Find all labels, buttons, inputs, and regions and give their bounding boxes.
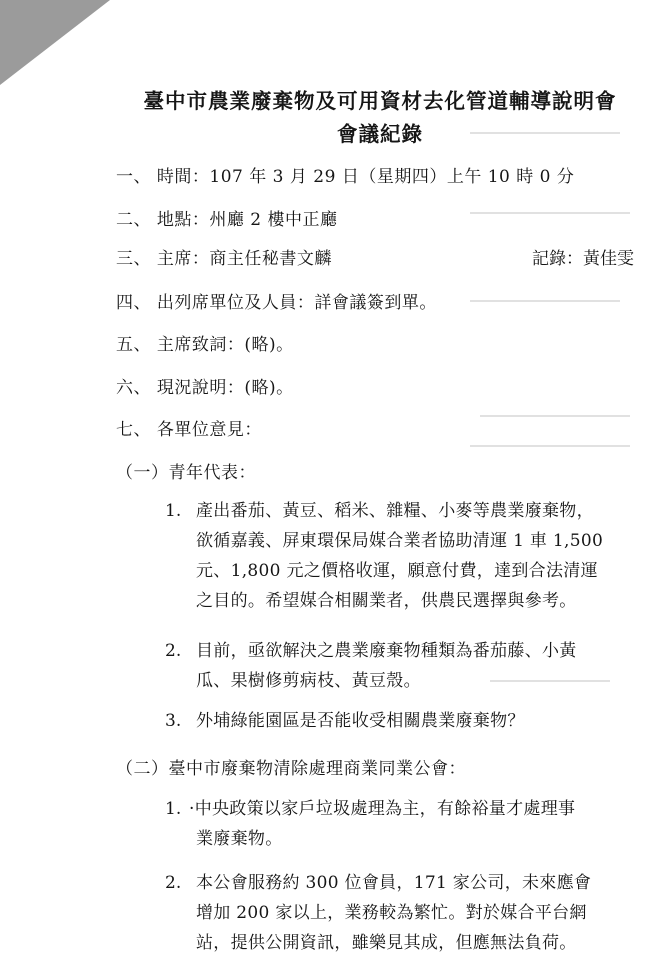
folded-corner	[0, 0, 110, 85]
section-heading-waste-association: （二）臺中市廢棄物清除處理商業同業公會：	[116, 759, 466, 779]
item-chair: 三、 主席：商主任秘書文麟	[116, 249, 332, 269]
text-line: 目前，亟欲解決之農業廢棄物種類為番茄藤、小黃	[196, 641, 577, 661]
point-number: 3.	[165, 711, 182, 731]
youth-point-3	[196, 706, 525, 736]
document-title: 臺中市農業廢棄物及可用資材去化管道輔導說明會	[143, 89, 617, 113]
text-line: 增加 200 家以上，業務較為繁忙。對於媒合平台網	[196, 903, 587, 923]
text-line: ·中央政策以家戶垃圾處理為主，有餘裕量才處理事	[189, 799, 576, 819]
document-subtitle: 會議紀錄	[337, 122, 423, 146]
point-number: 2.	[165, 873, 182, 893]
point-number: 1.	[165, 501, 182, 521]
item-unit-opinions: 七、 各單位意見：	[116, 420, 262, 440]
recorder: 記錄：黃佳雯	[532, 249, 634, 269]
item-chair-remarks: 五、 主席致詞：(略)。	[116, 335, 294, 355]
item-location: 二、 地點：州廳 2 樓中正廳	[116, 210, 338, 230]
section-heading-youth: （一）青年代表：	[116, 463, 256, 483]
text-line: 業廢棄物。	[196, 829, 283, 849]
point-number: 1.	[165, 799, 182, 819]
youth-point-2	[196, 636, 577, 696]
item-status-report: 六、 現況說明：(略)。	[116, 378, 294, 398]
association-point-1	[189, 794, 575, 854]
text-line: 之目的。希望媒合相關業者，供農民選擇與參考。	[196, 591, 577, 611]
bleed-through-mark	[470, 212, 630, 214]
bleed-through-mark	[470, 300, 620, 302]
item-time: 一、 時間：107 年 3 月 29 日（星期四）上午 10 時 0 分	[116, 167, 575, 187]
text-line: 外埔綠能園區是否能收受相關農業廢棄物？	[196, 711, 525, 731]
bleed-through-mark	[470, 445, 630, 447]
text-line: 站，提供公開資訊，雖樂見其成，但應無法負荷。	[196, 933, 577, 953]
text-line: 產出番茄、黃豆、稻米、雜糧、小麥等農業廢棄物，	[196, 501, 594, 521]
item-attendees: 四、 出列席單位及人員：詳會議簽到單。	[116, 293, 437, 313]
text-line: 元、1,800 元之價格收運，願意付費，達到合法清運	[196, 561, 598, 581]
text-line: 本公會服務約 300 位會員，171 家公司，未來應會	[196, 873, 592, 893]
youth-point-1	[196, 496, 603, 616]
text-line: 欲循嘉義、屏東環保局媒合業者協助清運 1 車 1,500	[196, 531, 604, 551]
point-number: 2.	[165, 641, 182, 661]
association-point-2	[196, 868, 591, 958]
bleed-through-mark	[480, 415, 630, 417]
text-line: 瓜、果樹修剪病枝、黃豆殼。	[196, 671, 421, 691]
